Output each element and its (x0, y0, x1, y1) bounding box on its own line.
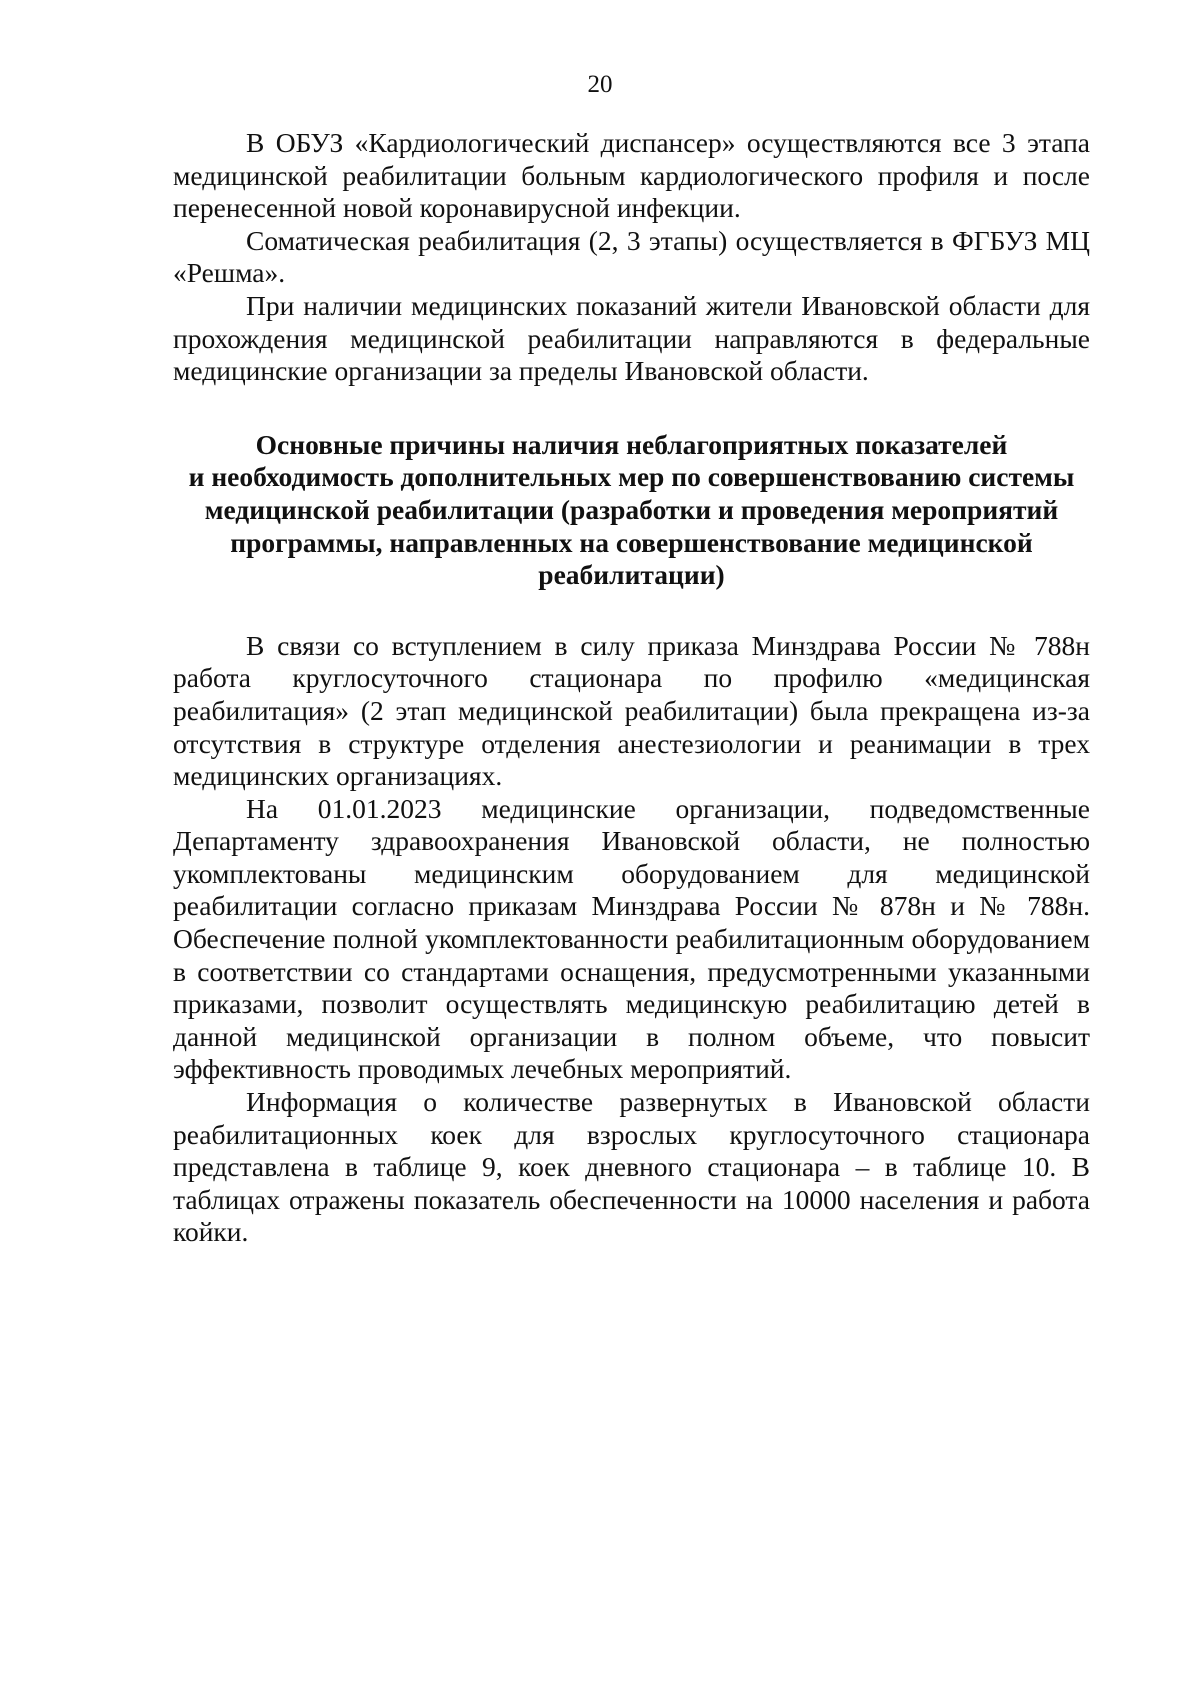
paragraph-federal-referral: При наличии медицинских показаний жители Ивановской области для прохождения медицинской реабилитации направляются в федеральные медицинские организации за пределы Ивановской области. (173, 289, 1090, 387)
paragraph-order-788n: В связи со вступлением в силу приказа Минздрава России № 788н работа круглосуточного стационара по профилю «медицинская реабилитация» (2 этап медицинской реабилитации) была прекращена из-за отсутствия в структуре отделения анестезиологии и реанимации в трех медицинских организациях. (173, 629, 1090, 792)
page-number: 20 (587, 71, 613, 98)
section-heading (173, 429, 1090, 592)
paragraph-bed-information: Информация о количестве развернутых в Ивановской области реабилитационных коек для взрослых круглосуточного стационара представлена в таблице 9, коек дневного стационара – в таблице 10. В таблицах отражены показатель обеспеченности на 10000 населения и работа койки. (173, 1086, 1090, 1248)
paragraph-equipment: На 01.01.2023 медицинские организации, подведомственные Департаменту здравоохранения Ивановской области, не полностью укомплектованы медицинским оборудованием для медицинской реабилитации согласно приказам Минздрава России № 878н и № 788н. Обеспечение полной укомплектованности реабилитационным оборудованием в соответствии со стандартами оснащения, предусмотренными указанными приказами, позволит осуществлять медицинскую реабилитацию детей в данной медицинской организации в полном объеме, что повысит эффективность проводимых лечебных мероприятий. (173, 792, 1090, 1085)
heading-line: реабилитации) (538, 559, 725, 591)
heading-line: программы, направленных на совершенствование медицинской (230, 526, 1033, 558)
document-body (173, 127, 1090, 1249)
heading-line: Основные причины наличия неблагоприятных показателей (255, 428, 1008, 460)
heading-line: и необходимость дополнительных мер по совершенствованию системы (188, 461, 1075, 493)
paragraph-cardio-dispensary: В ОБУЗ «Кардиологический диспансер» осуществляются все 3 этапа медицинской реабилитации больным кардиологического профиля и после перенесенной новой коронавирусной инфекции. (173, 127, 1090, 224)
heading-line: медицинской реабилитации (разработки и проведения мероприятий (204, 493, 1059, 525)
paragraph-somatic-rehab: Соматическая реабилитация (2, 3 этапы) осуществляется в ФГБУЗ МЦ «Решма». (173, 224, 1090, 289)
